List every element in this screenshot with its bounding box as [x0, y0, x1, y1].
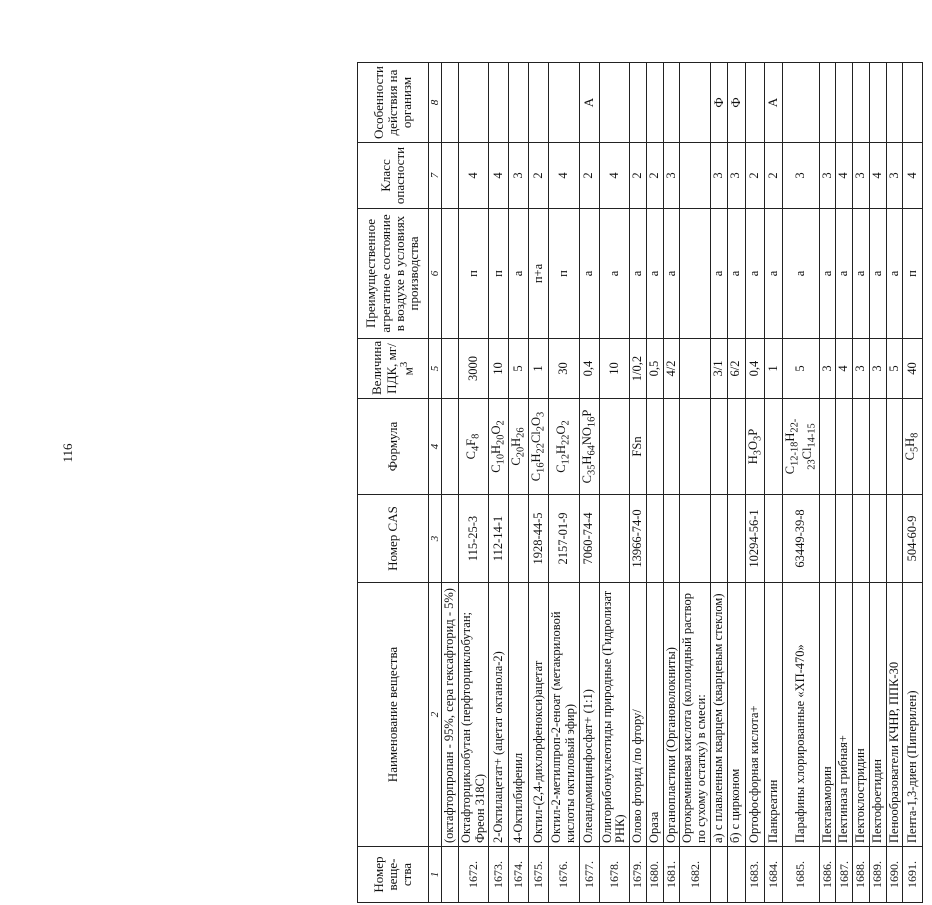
action-feature [509, 63, 529, 143]
substance-name: Органопластики (Органоволокниты) [663, 583, 680, 847]
hazard-class: 4 [489, 143, 509, 209]
substance-name: б) с цирконом [728, 583, 745, 847]
substance-number: 1685. [782, 847, 819, 903]
table-body [442, 63, 923, 903]
cas-number: 63449-39-8 [782, 495, 819, 583]
aggregate-state: а [836, 209, 853, 339]
substance-number: 1681. [663, 847, 680, 903]
table-row [489, 63, 509, 903]
action-feature: Ф [710, 63, 727, 143]
header-cell: Особенности действия на организм [358, 63, 429, 143]
substance-number: 1688. [853, 847, 870, 903]
cas-number [853, 495, 870, 583]
substance-number: 1673. [489, 847, 509, 903]
table-row [599, 63, 630, 903]
action-feature [819, 63, 836, 143]
pdk-value: 5 [886, 339, 903, 399]
aggregate-state: п [549, 209, 580, 339]
substance-number: 1691. [903, 847, 923, 903]
table-row [836, 63, 853, 903]
aggregate-state: а [646, 209, 663, 339]
pdk-value: 10 [489, 339, 509, 399]
pdk-value: 10 [599, 339, 630, 399]
action-feature [836, 63, 853, 143]
substance-number: 1678. [599, 847, 630, 903]
action-feature [853, 63, 870, 143]
pdk-value: 3 [869, 339, 886, 399]
hazard-class: 3 [853, 143, 870, 209]
table-row [579, 63, 599, 903]
aggregate-state: а [728, 209, 745, 339]
chemical-formula: $C_4F_8$ [458, 399, 489, 495]
header-cell: Номер веще-ства [358, 847, 429, 903]
pdk-value: 0,5 [646, 339, 663, 399]
aggregate-state: а [710, 209, 727, 339]
column-number: 8 [429, 63, 442, 143]
hazard-class: 2 [579, 143, 599, 209]
aggregate-state: а [853, 209, 870, 339]
substance-name: Оразa [646, 583, 663, 847]
action-feature [782, 63, 819, 143]
aggregate-state: п+а [529, 209, 549, 339]
aggregate-state: а [886, 209, 903, 339]
rotated-table-container [357, 33, 932, 903]
action-feature [458, 63, 489, 143]
column-number: 1 [429, 847, 442, 903]
action-feature [745, 63, 765, 143]
aggregate-state: а [663, 209, 680, 339]
pdk-value: 3 [819, 339, 836, 399]
substance-name: Октил-2-метилпроп-2-еноат (метакриловой кислоты октиловый эфир) [549, 583, 580, 847]
hazard-class: 4 [549, 143, 580, 209]
table-row [710, 63, 727, 903]
substance-name: Ортокремниевая кислота (коллоидный раствор по сухому остатку) в смеси: [680, 583, 711, 847]
action-feature: Ф [728, 63, 745, 143]
table-row [646, 63, 663, 903]
header-cell: Номер CAS [358, 495, 429, 583]
substance-number [442, 847, 459, 903]
action-feature: А [765, 63, 782, 143]
chemical-formula [663, 399, 680, 495]
action-feature [549, 63, 580, 143]
table-row [458, 63, 489, 903]
header-cell: Величина ПДК, $мг/м^3$ [358, 339, 429, 399]
table-row [853, 63, 870, 903]
hazard-class: 4 [458, 143, 489, 209]
substance-name: а) с плавленным кварцем (кварцевым стеклом) [710, 583, 727, 847]
pdk-value: 4 [836, 339, 853, 399]
substance-name: Олеандомицинфосфат+ (1:1) [579, 583, 599, 847]
hazard-class: 4 [869, 143, 886, 209]
cas-number: 115-25-3 [458, 495, 489, 583]
hazard-class: 2 [646, 143, 663, 209]
aggregate-state: п [489, 209, 509, 339]
header-cell: Наименование вещества [358, 583, 429, 847]
hazard-class: 3 [509, 143, 529, 209]
chemical-formula [442, 399, 459, 495]
chemical-formula [599, 399, 630, 495]
cas-number [710, 495, 727, 583]
substance-name: Пента-1,3-диен (Пиперилен) [903, 583, 923, 847]
action-feature [599, 63, 630, 143]
aggregate-state: а [509, 209, 529, 339]
chemical-formula [853, 399, 870, 495]
chemical-formula [819, 399, 836, 495]
pdk-value: 4/2 [663, 339, 680, 399]
hazard-class [442, 143, 459, 209]
chemical-formula: $C_{12}H_{22}O_2$ [549, 399, 580, 495]
action-feature [680, 63, 711, 143]
aggregate-state [442, 209, 459, 339]
pdk-value: 1/0,2 [630, 339, 647, 399]
cas-number [680, 495, 711, 583]
action-feature [529, 63, 549, 143]
pdk-value: 5 [509, 339, 529, 399]
cas-number [509, 495, 529, 583]
substance-name: (октафторпропан - 95%, сера гексафторид - 5%) [442, 583, 459, 847]
pdk-value: 0,4 [745, 339, 765, 399]
substance-name: Олово фторид /по фтору/ [630, 583, 647, 847]
substance-number [710, 847, 727, 903]
cas-number [442, 495, 459, 583]
table-row [442, 63, 459, 903]
pdk-value: 5 [782, 339, 819, 399]
pdk-value: 1 [765, 339, 782, 399]
substance-name: 4-Октилбифенил [509, 583, 529, 847]
substance-number: 1686. [819, 847, 836, 903]
substance-name: Панкреатин [765, 583, 782, 847]
table-row [630, 63, 647, 903]
substance-number: 1676. [549, 847, 580, 903]
pdk-value: 6/2 [728, 339, 745, 399]
pdk-value [680, 339, 711, 399]
hazard-class: 3 [710, 143, 727, 209]
pdk-value: 30 [549, 339, 580, 399]
aggregate-state: а [869, 209, 886, 339]
cas-number [819, 495, 836, 583]
table-row [869, 63, 886, 903]
aggregate-state: а [745, 209, 765, 339]
pdk-value: 3 [853, 339, 870, 399]
table-row [782, 63, 819, 903]
header-cell: Формула [358, 399, 429, 495]
cas-number [599, 495, 630, 583]
chemical-formula [728, 399, 745, 495]
table-row [509, 63, 529, 903]
substance-number: 1690. [886, 847, 903, 903]
chemical-formula: $H_3O_3P$ [745, 399, 765, 495]
table-row [886, 63, 903, 903]
cas-number: 112-14-1 [489, 495, 509, 583]
table-row [765, 63, 782, 903]
chemical-formula [765, 399, 782, 495]
pdk-value: 1 [529, 339, 549, 399]
substance-table [357, 62, 923, 903]
hazard-class: 2 [745, 143, 765, 209]
substance-name: Пектофоетидин [869, 583, 886, 847]
chemical-formula [836, 399, 853, 495]
pdk-value: 3/1 [710, 339, 727, 399]
hazard-class [680, 143, 711, 209]
column-number: 4 [429, 399, 442, 495]
substance-name: Ортофосфорная кислота+ [745, 583, 765, 847]
hazard-class: 2 [630, 143, 647, 209]
substance-name: Парафины хлорированные «ХП-470» [782, 583, 819, 847]
column-number-row [429, 63, 442, 903]
hazard-class: 3 [728, 143, 745, 209]
cas-number [765, 495, 782, 583]
chemical-formula: FSn [630, 399, 647, 495]
substance-number: 1682. [680, 847, 711, 903]
cas-number: 2157-01-9 [549, 495, 580, 583]
substance-name: Пенообразователи КЧНР, ППК-30 [886, 583, 903, 847]
hazard-class: 4 [836, 143, 853, 209]
chemical-formula [886, 399, 903, 495]
header-cell: Класс опасности [358, 143, 429, 209]
substance-name: Октил-(2,4-дихлорфенокси)ацетат [529, 583, 549, 847]
chemical-formula: $C_{12-18}H_{22-23}Cl_{14-15}$ [782, 399, 819, 495]
action-feature [903, 63, 923, 143]
table-row [819, 63, 836, 903]
table-row [529, 63, 549, 903]
action-feature [630, 63, 647, 143]
substance-number: 1677. [579, 847, 599, 903]
column-number: 2 [429, 583, 442, 847]
cas-number: 7060-74-4 [579, 495, 599, 583]
cas-number: 504-60-9 [903, 495, 923, 583]
aggregate-state: а [765, 209, 782, 339]
substance-number: 1683. [745, 847, 765, 903]
substance-number: 1689. [869, 847, 886, 903]
substance-number: 1684. [765, 847, 782, 903]
chemical-formula [869, 399, 886, 495]
substance-number: 1674. [509, 847, 529, 903]
cas-number [646, 495, 663, 583]
hazard-class: 3 [886, 143, 903, 209]
substance-name: Пектаваморин [819, 583, 836, 847]
header-cell: Преимущественное агрегатное состояние в воздухе в условиях производства [358, 209, 429, 339]
header-row [358, 63, 429, 903]
action-feature [646, 63, 663, 143]
aggregate-state: п [903, 209, 923, 339]
cas-number [663, 495, 680, 583]
cas-number: 10294-56-1 [745, 495, 765, 583]
chemical-formula [710, 399, 727, 495]
substance-number: 1675. [529, 847, 549, 903]
hazard-class: 3 [819, 143, 836, 209]
cas-number [728, 495, 745, 583]
table-row [549, 63, 580, 903]
aggregate-state [680, 209, 711, 339]
substance-number: 1687. [836, 847, 853, 903]
hazard-class: 4 [903, 143, 923, 209]
substance-name: Пектиназа грибная+ [836, 583, 853, 847]
pdk-value [442, 339, 459, 399]
aggregate-state: п [458, 209, 489, 339]
substance-number: 1672. [458, 847, 489, 903]
column-number: 5 [429, 339, 442, 399]
column-number: 3 [429, 495, 442, 583]
cas-number [886, 495, 903, 583]
table-row [663, 63, 680, 903]
table-row [903, 63, 923, 903]
substance-name: 2-Октилацетат+ (ацетат октанола-2) [489, 583, 509, 847]
pdk-value: 0,4 [579, 339, 599, 399]
chemical-formula: $C_{16}H_{22}Cl_2O_3$ [529, 399, 549, 495]
pdk-value: 3000 [458, 339, 489, 399]
hazard-class: 2 [765, 143, 782, 209]
column-number: 7 [429, 143, 442, 209]
cas-number [836, 495, 853, 583]
substance-name: Пектоклостридин [853, 583, 870, 847]
aggregate-state: а [782, 209, 819, 339]
chemical-formula [680, 399, 711, 495]
action-feature [663, 63, 680, 143]
cas-number [869, 495, 886, 583]
hazard-class: 3 [663, 143, 680, 209]
hazard-class: 2 [529, 143, 549, 209]
chemical-formula: $C_{20}H_{26}$ [509, 399, 529, 495]
table-row [745, 63, 765, 903]
substance-number [728, 847, 745, 903]
chemical-formula: $C_5H_8$ [903, 399, 923, 495]
column-number: 6 [429, 209, 442, 339]
pdk-value: 40 [903, 339, 923, 399]
aggregate-state: а [579, 209, 599, 339]
chemical-formula: $C_{10}H_{20}O_2$ [489, 399, 509, 495]
table-row [728, 63, 745, 903]
aggregate-state: а [630, 209, 647, 339]
action-feature [442, 63, 459, 143]
hazard-class: 3 [782, 143, 819, 209]
action-feature [869, 63, 886, 143]
table-row [680, 63, 711, 903]
substance-name: Октафторциклобутан (перфторциклобутан; Фреон 318С) [458, 583, 489, 847]
chemical-formula [646, 399, 663, 495]
cas-number: 1928-44-5 [529, 495, 549, 583]
aggregate-state: а [599, 209, 630, 339]
substance-number: 1679. [630, 847, 647, 903]
action-feature [489, 63, 509, 143]
action-feature [886, 63, 903, 143]
cas-number: 13966-74-0 [630, 495, 647, 583]
hazard-class: 4 [599, 143, 630, 209]
substance-name: Олигорибонуклеотиды природные (Гидролизат РНК) [599, 583, 630, 847]
substance-number: 1680. [646, 847, 663, 903]
page-number: 116 [60, 443, 75, 463]
action-feature: А [579, 63, 599, 143]
aggregate-state: а [819, 209, 836, 339]
chemical-formula: $C_{35}H_{64}NO_{16}P$ [579, 399, 599, 495]
